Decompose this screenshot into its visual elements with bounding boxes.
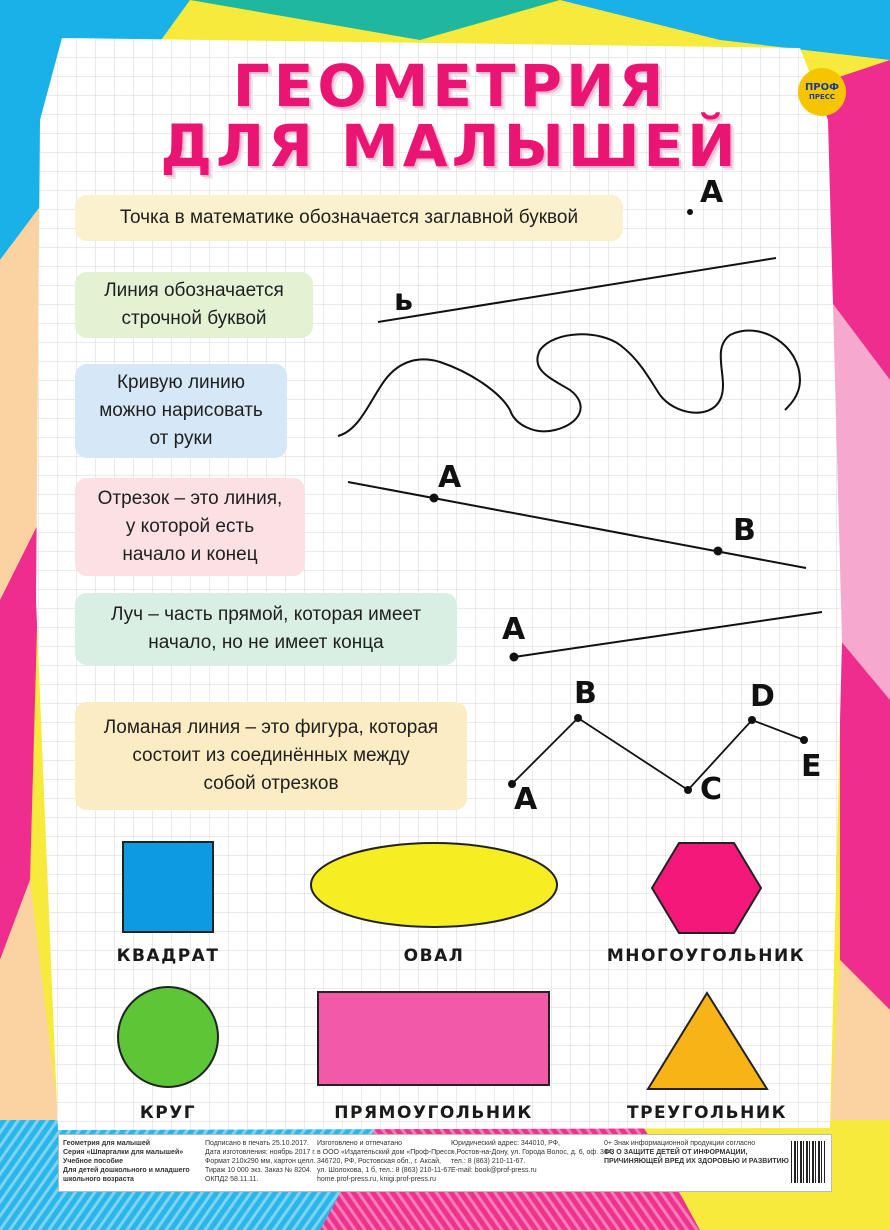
rule-text: Ломаная линия – это фигура, которая состоит из соединённых между собой отрезков [103, 717, 439, 794]
poly-label-d: D [750, 679, 775, 714]
ray-origin [510, 653, 519, 662]
poly-point-e [800, 736, 808, 744]
poly-point-c [684, 786, 692, 794]
square-shape [123, 842, 213, 932]
publisher-logo: ПРОФ ПРЕСС [798, 68, 846, 116]
rule-text: Точка в математике обозначается заглавной буквой [119, 207, 579, 228]
ray-label: A [502, 612, 526, 647]
rectangle-shape [318, 992, 549, 1085]
freehand-curve [338, 331, 800, 436]
oval-shape [311, 843, 557, 927]
poly-point-b [574, 714, 582, 722]
circle-label: КРУГ [139, 1103, 197, 1123]
hexagon-shape [652, 843, 761, 933]
triangle-shape [648, 993, 767, 1089]
square-label: КВАДРАТ [116, 946, 220, 966]
line-b [378, 258, 776, 322]
imprint-col-2: Подписано в печать 25.10.2017. Дата изготовления: ноябрь 2017 г. Формат 210х290 мм, картон целл. Тираж 10 000 экз. Заказ № 8204. ОКПД2 58.11.11. [205, 1140, 316, 1183]
imprint-col-4: Юридический адрес: 344010, РФ, г. Ростов-на-Дону, ул. Города Волос, д. 6, оф. 314, тел.: 8 (863) 210-11-67. E-mail: book@prof-press.ru [451, 1140, 614, 1174]
polygon-label: МНОГОУГОЛЬНИК [606, 946, 806, 966]
point-label: A [700, 175, 724, 210]
imprint-col-5: 0+ Знак информационной продукции согласно ФЗ О ЗАЩИТЕ ДЕТЕЙ ОТ ИНФОРМАЦИИ, ПРИЧИНЯЮЩЕЙ ВРЕД ИХ ЗДОРОВЬЮ И РАЗВИТИЮ [604, 1140, 789, 1165]
rule-text: Линия обозначается строчной буквой [104, 280, 284, 329]
barcode [791, 1141, 825, 1183]
polyline [512, 718, 804, 790]
ray-line [514, 612, 822, 657]
poly-label-c: C [700, 772, 723, 807]
title-line-1: ГЕОМЕТРИЯ [232, 52, 668, 120]
segment-label-b: B [733, 513, 756, 548]
rule-text: Отрезок – это линия, у которой есть начало и конец [97, 488, 283, 565]
circle-shape [118, 987, 218, 1087]
oval-label: ОВАЛ [403, 946, 465, 966]
segment-point-b [714, 547, 723, 556]
point-dot [687, 209, 693, 215]
rule-text: Луч – часть прямой, которая имеет начало, но не имеет конца [110, 604, 422, 653]
triangle-label: ТРЕУГОЛЬНИК [627, 1103, 787, 1123]
imprint-footer [58, 1134, 832, 1192]
imprint-col-3: Изготовлено и отпечатано в ООО «Издательский дом «Проф-Пресс», 346720, РФ, Ростовская обл., г. Аксай, ул. Шолохова, 1 б, тел.: 8 (863) 210-11-67. home.prof-press.ru, knigi.prof-press.ru [317, 1140, 457, 1183]
poly-label-a: A [514, 782, 538, 817]
poly-label-e: E [801, 749, 822, 784]
poly-point-d [748, 716, 756, 724]
poly-label-b: B [574, 676, 597, 711]
segment-label-a: A [438, 460, 462, 495]
imprint-col-1: Геометрия для малышей Серия «Шпаргалки для малышей» Учебное пособие Для детей дошкольного и младшего школьного возраста [63, 1140, 190, 1183]
rule-text: Кривую линию можно нарисовать от руки [99, 372, 263, 449]
line-label: ь [394, 283, 413, 318]
title-line-2: ДЛЯ МАЛЫШЕЙ [160, 112, 740, 180]
rectangle-label: ПРЯМОУГОЛЬНИК [334, 1103, 533, 1123]
